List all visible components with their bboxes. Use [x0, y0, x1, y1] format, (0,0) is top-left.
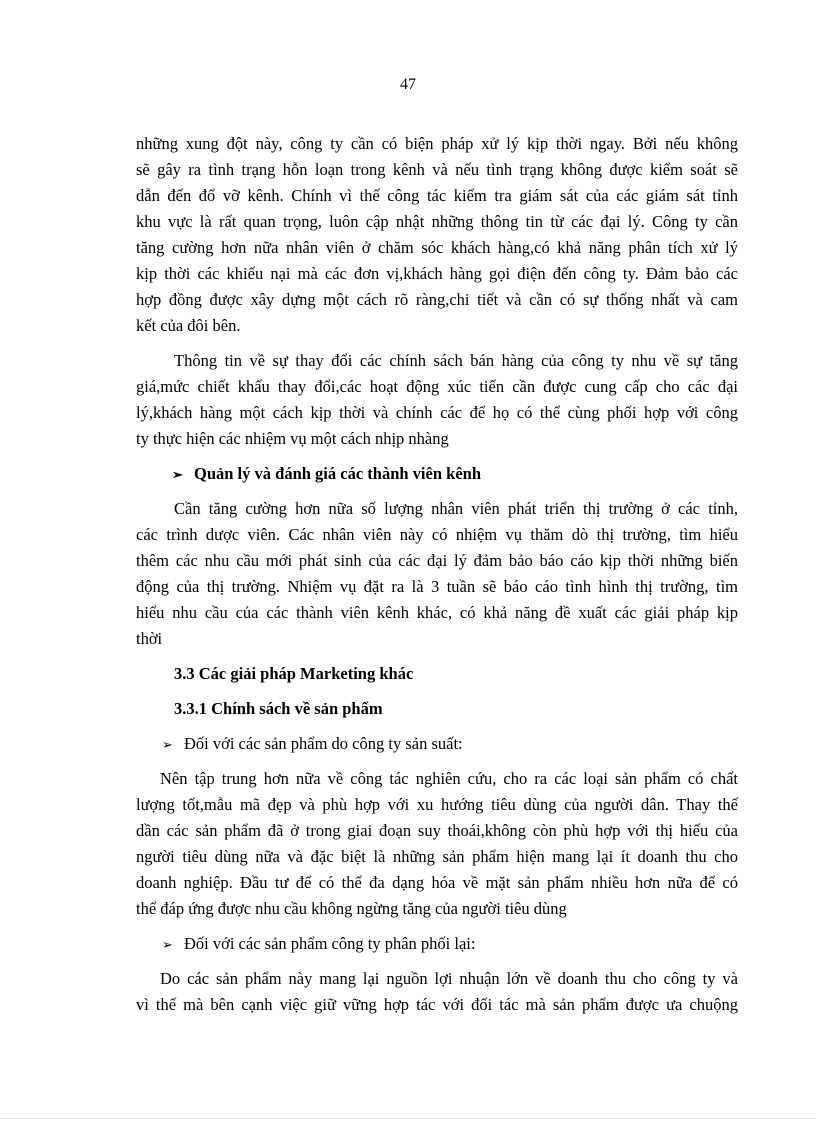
- paragraph-1: [136, 131, 738, 339]
- arrowhead-bullet-icon: ➢: [162, 737, 173, 752]
- bullet-item-channel-management: [136, 461, 738, 487]
- paragraph-2: [136, 348, 738, 452]
- paragraph-4: [136, 766, 738, 922]
- text-line: hợp đồng được xây dựng một cách rõ ràng,chi tiết và cần có sự thống nhất và cam: [136, 290, 738, 309]
- bullet-label: Đối với các sản phẩm do công ty sản suất:: [184, 734, 463, 753]
- text-line: người tiêu dùng nữa và đặc biệt là những sản phẩm hiện mang lại ít doanh thu cho: [136, 847, 738, 866]
- paragraph-5: [136, 966, 738, 1018]
- bullet-item-distributed-products: [136, 931, 738, 957]
- body-text: [136, 131, 738, 1018]
- text-line: các trình dược viên. Các nhân viên này có nhiệm vụ thăm dò thị trường, tìm hiểu: [136, 525, 738, 544]
- text-line: hiểu nhu cầu của các thành viên kênh khác, có khả năng đề xuất các giải pháp kịp: [136, 603, 738, 622]
- text-line: thời: [136, 629, 163, 648]
- page-number: 47: [400, 76, 416, 93]
- text-line: thêm các nhu cầu mới phát sinh của các đại lý đảm bảo báo cáo kịp thời những biến: [136, 551, 738, 570]
- text-line: ty thực hiện các nhiệm vụ một cách nhịp nhàng: [136, 429, 449, 448]
- text-line: lượng tốt,mẫu mã đẹp và phù hợp với xu hướng tiêu dùng của người dân. Thay thế: [136, 795, 738, 814]
- bullet-item-own-products: [136, 731, 738, 757]
- text-line: Do các sản phẩm này mang lại nguồn lợi nhuận lớn về doanh thu cho công ty và: [160, 969, 738, 988]
- text-line: dẫn đến đổ vỡ kênh. Chính vì thế công tác kiểm tra giám sát của các giám sát tỉnh: [136, 186, 738, 205]
- text-line: giá,mức chiết khấu thay đổi,các hoạt động xúc tiến cần được cung cấp cho các đại: [136, 377, 738, 396]
- arrowhead-bullet-icon: ➢: [162, 937, 173, 952]
- bullet-label: Quản lý và đánh giá các thành viên kênh: [194, 464, 481, 483]
- text-line: vì thế mà bên cạnh việc giữ vững hợp tác với đối tác mà sản phẩm được ưa chuộng: [136, 995, 738, 1014]
- text-line: sẽ gây ra tình trạng hỗn loạn trong kênh và nếu tình trạng không được kiểm soát sẽ: [136, 160, 738, 179]
- text-line: động của thị trường. Nhiệm vụ đặt ra là 3 tuần sẽ báo cáo tình hình thị trường, tìm: [136, 577, 738, 596]
- text-line: Thông tin về sự thay đổi các chính sách bán hàng của công ty nhu về sự tăng: [174, 351, 738, 370]
- text-line: kịp thời các khiếu nại mà các đơn vị,khách hàng gọi điện đến công ty. Đảm bảo các: [136, 264, 738, 283]
- text-line: những xung đột này, công ty cần có biện pháp xử lý kịp thời ngay. Bởi nếu không: [136, 134, 738, 153]
- text-line: doanh nghiệp. Đầu tư để có thể đa dạng hóa về mặt sản phẩm nhiều hơn nữa để có: [136, 873, 738, 892]
- arrowhead-bullet-icon: ➢: [172, 467, 183, 482]
- text-line: Nên tập trung hơn nữa về công tác nghiên cứu, cho ra các loại sản phẩm có chất: [160, 769, 738, 788]
- text-line: kết của đôi bên.: [136, 316, 241, 335]
- bullet-label: Đối với các sản phẩm công ty phân phối lại:: [184, 934, 476, 953]
- text-line: lý,khách hàng một cách kịp thời và chính các để họ có thể cùng phối hợp với công: [136, 403, 738, 422]
- text-line: dần các sản phẩm đã ở trong giai đoạn suy thoái,không còn phù hợp với thị hiếu của: [136, 821, 738, 840]
- text-line: tăng cường hơn nữa nhân viên ở chăm sóc khách hàng,có khả năng phân tích xử lý: [136, 238, 738, 257]
- page-bottom-rule: [0, 1118, 816, 1119]
- text-line: khu vực là rất quan trọng, luôn cập nhật những thông tin từ các đại lý. Công ty cần: [136, 212, 738, 231]
- text-line: thể đáp ứng được nhu cầu không ngừng tăng của người tiêu dùng: [136, 899, 567, 918]
- text-line: Cần tăng cường hơn nữa số lượng nhân viên phát triển thị trường ở các tỉnh,: [174, 499, 738, 518]
- section-heading-3-3: 3.3 Các giải pháp Marketing khác: [174, 664, 414, 683]
- section-heading-3-3-1: 3.3.1 Chính sách về sản phẩm: [174, 699, 383, 718]
- paragraph-3: [136, 496, 738, 652]
